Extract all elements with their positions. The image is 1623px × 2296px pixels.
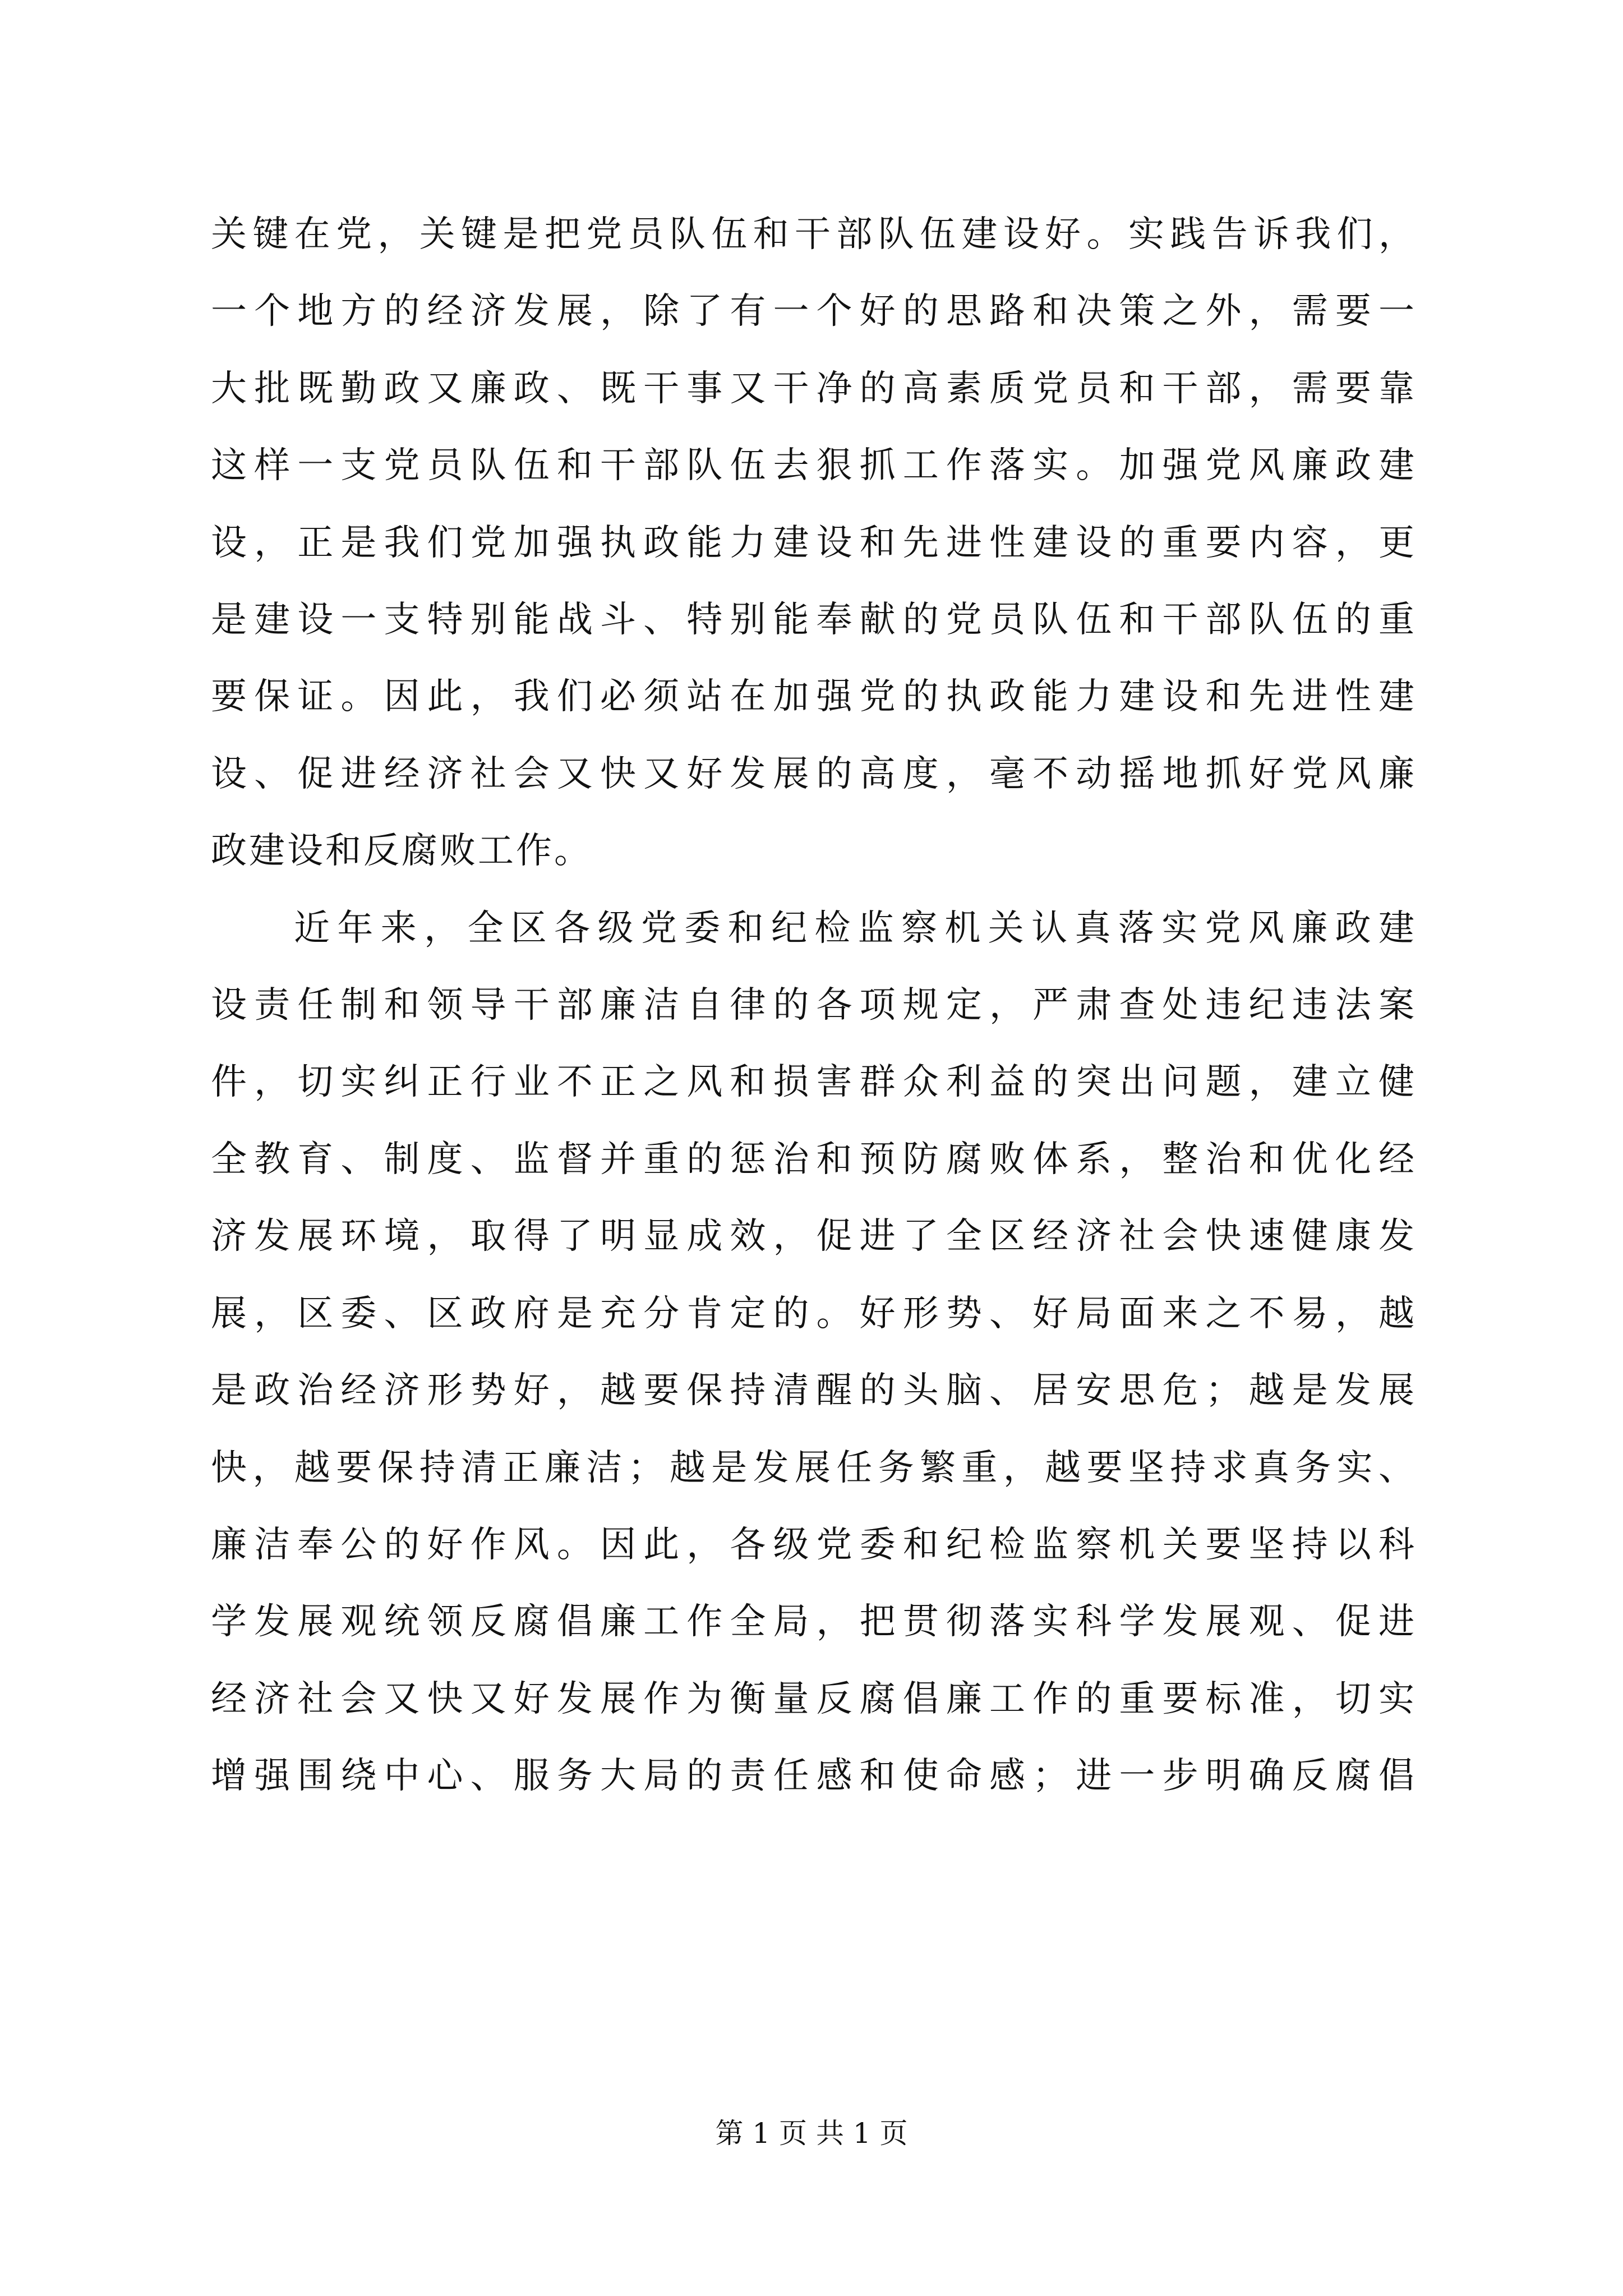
paragraph-line: 近年来，全区各级党委和纪检监察机关认真落实党风廉政建 [294, 907, 1417, 949]
paragraph-line: 大批既勤政又廉政、既干事又干净的高素质党员和干部，需要靠 [211, 367, 1417, 409]
paragraph-line: 要保证。因此，我们必须站在加强党的执政能力建设和先进性建 [211, 676, 1417, 718]
paragraph-line: 设责任制和领导干部廉洁自律的各项规定，严肃查处违纪违法案 [211, 984, 1417, 1027]
paragraph-line: 一个地方的经济发展，除了有一个好的思路和决策之外，需要一 [211, 291, 1417, 333]
paragraph-line: 是建设一支特别能战斗、特别能奉献的党员队伍和干部队伍的重 [211, 599, 1417, 641]
paragraph-1 [211, 196, 1417, 890]
document-body [211, 196, 1417, 1815]
paragraph-line: 关键在党，关键是把党员队伍和干部队伍建设好。实践告诉我们， [211, 214, 1417, 255]
paragraph-line: 济发展环境，取得了明显成效，促进了全区经济社会快速健康发 [211, 1216, 1417, 1258]
page-footer [0, 2114, 1623, 2153]
paragraph-line: 件，切实纠正行业不正之风和损害群众利益的突出问题，建立健 [211, 1061, 1417, 1103]
paragraph-line: 廉洁奉公的好作风。因此，各级党委和纪检监察机关要坚持以科 [211, 1524, 1417, 1566]
paragraph-line: 展，区委、区政府是充分肯定的。好形势、好局面来之不易，越 [211, 1292, 1417, 1335]
page-number-label: 第 1 页 共 1 页 [715, 2117, 908, 2150]
paragraph-2 [211, 890, 1417, 1815]
paragraph-line: 这样一支党员队伍和干部队伍去狠抓工作落实。加强党风廉政建 [211, 445, 1417, 487]
paragraph-line: 经济社会又快又好发展作为衡量反腐倡廉工作的重要标准，切实 [211, 1678, 1417, 1720]
paragraph-line: 设，正是我们党加强执政能力建设和先进性建设的重要内容，更 [211, 522, 1417, 564]
paragraph-line: 快，越要保持清正廉洁；越是发展任务繁重，越要坚持求真务实、 [211, 1447, 1417, 1489]
paragraph-line: 政建设和反腐败工作。 [211, 830, 592, 872]
paragraph-line: 是政治经济形势好，越要保持清醒的头脑、居安思危；越是发展 [211, 1370, 1417, 1412]
paragraph-line: 设、促进经济社会又快又好发展的高度，毫不动摇地抓好党风廉 [211, 753, 1417, 795]
paragraph-line: 学发展观统领反腐倡廉工作全局，把贯彻落实科学发展观、促进 [211, 1601, 1417, 1643]
paragraph-line: 全教育、制度、监督并重的惩治和预防腐败体系，整治和优化经 [211, 1138, 1417, 1180]
paragraph-line: 增强围绕中心、服务大局的责任感和使命感；进一步明确反腐倡 [211, 1755, 1417, 1797]
